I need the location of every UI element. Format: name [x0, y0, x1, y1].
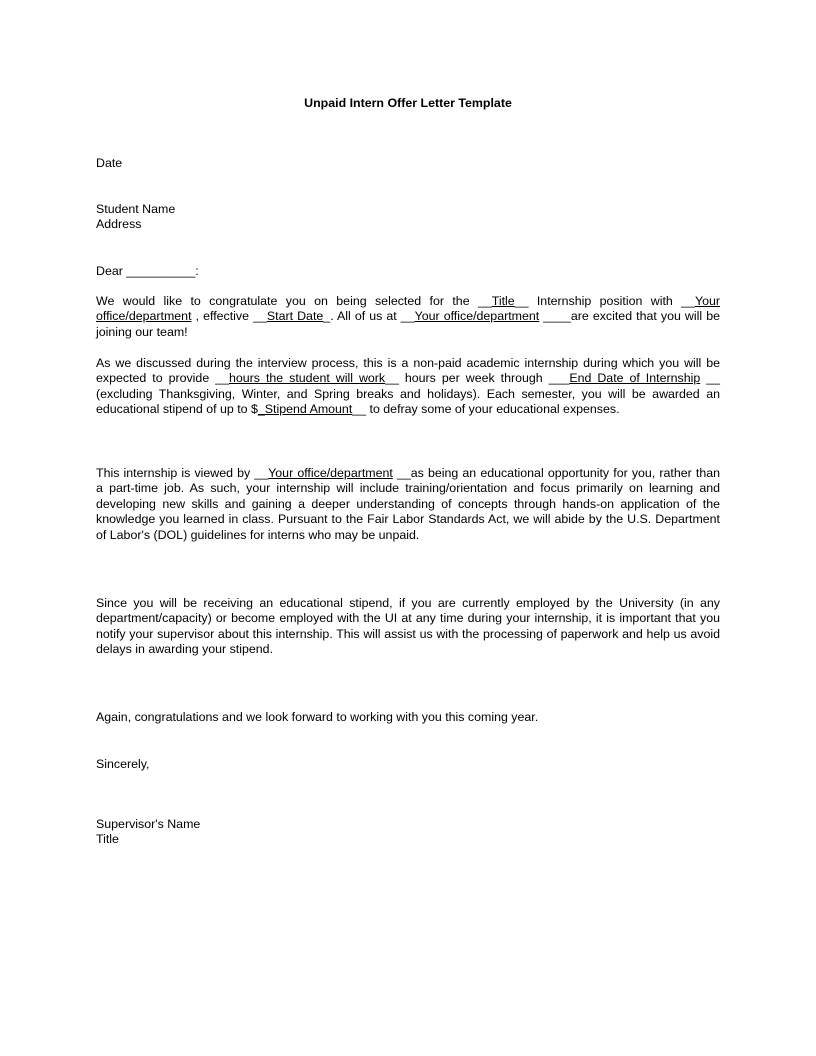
paragraph-congratulations: We would like to congratulate you on being selected for the __Title__ Internship position with __Your office/department , effective __Start Date_. All of us at __Your office/department ____are excited that you will be joining our team! [96, 294, 720, 339]
office-field-2: Your office/department [414, 309, 540, 324]
recipient-block [96, 202, 720, 233]
start-date-field: Start Date [266, 309, 324, 324]
title-field: Title [491, 294, 515, 308]
end-date-field: End Date of Internship [569, 371, 701, 386]
paragraph-employment-notice: Since you will be receiving an educational stipend, if you are currently employed by the University (in any department/capacity) or become employed with the UI at any time during your internship, it is important that you notify your supervisor about this internship. This will assist us with the processing of paperwork and help us avoid delays in awarding your stipend. [96, 596, 720, 657]
paragraph-internship-terms: As we discussed during the interview process, this is a non-paid academic internship during which you will be expected to provide __hours the student will work__ hours per week through ___End Date of Internship __ (excluding Thanksgiving, Winter, and Spring breaks and holidays). Each semester, you will be awarded an educational stipend of up to $_Stipend Amount__ to defray some of your educational expenses. [96, 356, 720, 417]
signature-block [96, 817, 720, 848]
stipend-field: _Stipend Amount [257, 402, 353, 417]
hours-field: hours the student will work [228, 371, 386, 386]
signature-title: Title [96, 832, 119, 847]
salutation: Dear __________: [96, 264, 199, 278]
recipient-name: Student Name [96, 202, 176, 216]
date-line: Date [96, 156, 123, 170]
paragraph-educational-opportunity: This internship is viewed by __Your office/department __as being an educational opportunity for you, rather than a part-time job. As such, your internship will include training/orientation and focus primarily on learning and developing new skills and gaining a deeper understanding of concepts through hands-on application of the knowledge you learned in class. Pursuant to the Fair Labor Standards Act, we will abide by the U.S. Department of Labor's (DOL) guidelines for interns who may be unpaid. [96, 466, 720, 542]
office-field: Your office/department [96, 294, 720, 324]
paragraph-closing-remarks: Again, congratulations and we look forward to working with you this coming year. [96, 710, 539, 724]
office-field-3: Your office/department [268, 466, 393, 480]
signature-name: Supervisor's Name [96, 817, 201, 831]
closing: Sincerely, [96, 757, 150, 771]
document-title: Unpaid Intern Offer Letter Template [304, 96, 512, 110]
recipient-address: Address [96, 217, 142, 232]
